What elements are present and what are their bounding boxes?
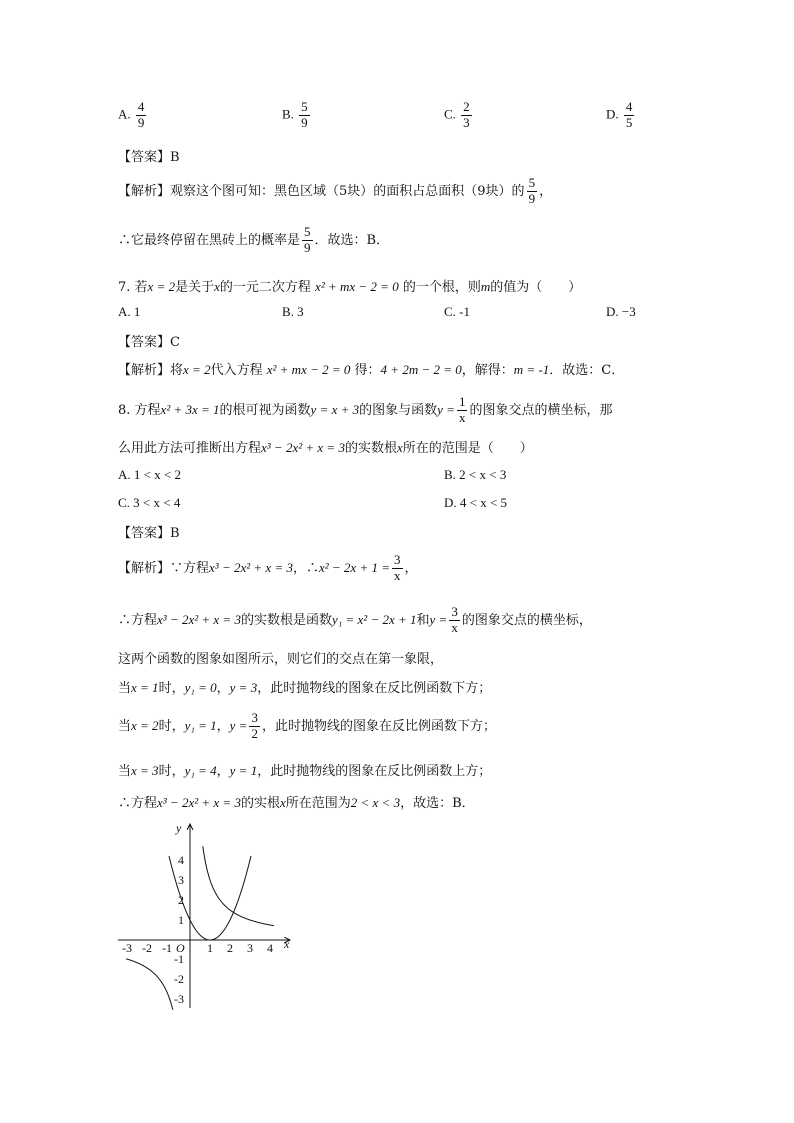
q6-analysis: 【解析】观察这个图可知：黑色区域（5块）的面积占总面积（9块）的 $\frac{5}{9}$ ， (118, 175, 553, 206)
q8-analysis-5-fraction: $\frac{3}{2}$ (251, 710, 258, 741)
q6-option-d-fraction: $\frac{4}{5}$ (625, 99, 633, 130)
q8-option-b: B. 2 < x < 3 (444, 467, 507, 482)
q6-conclusion: ∴它最终停留在黑砖上的概率是 $\frac{5}{9}$ ．故选：B． (118, 224, 390, 255)
y-tick-1: 1 (178, 913, 184, 927)
x-tick-1: 1 (207, 941, 213, 955)
y-tick-minus1: -1 (174, 952, 184, 966)
q8-analysis-5: 当x = 2时，y₁ = 1，y = $\frac{3}{2}$ ，此时抛物线的图象在反比例函数下方； (118, 710, 496, 741)
q6-option-b: B. $\frac{5}{9}$ (282, 99, 308, 130)
y-axis-label: y (176, 821, 182, 835)
y-tick-3: 3 (178, 873, 184, 887)
q6-option-c-fraction: $\frac{2}{3}$ (463, 99, 470, 130)
q8-answer: 【答案】B (118, 526, 180, 541)
x-axis-label: x (284, 937, 290, 951)
hyperbola-branch-third-quadrant (126, 959, 173, 1010)
q6-option-b-fraction: $\frac{5}{9}$ (301, 99, 308, 130)
q7-option-c: C. -1 (444, 304, 470, 319)
q7-analysis: 【解析】将x = 2代入方程 x² + mx − 2 = 0 得：4 + 2m − 2 = 0，解得：m = -1．故选：C． (118, 362, 625, 378)
q8-analysis-6: 当x = 3时，y₁ = 4，y = 1，此时抛物线的图象在反比例函数上方； (118, 763, 492, 779)
q8-analysis-2-fraction: $\frac{3}{x}$ (451, 604, 458, 635)
q8-analysis-3: 这两个函数的图象如图所示，则它们的交点在第一象限， (118, 652, 444, 667)
y-tick-4: 4 (178, 853, 184, 867)
q6-option-a-fraction: $\frac{4}{9}$ (137, 99, 145, 130)
q8-analysis-2: ∴方程x³ − 2x² + x = 3的实数根是函数y₁ = x² − 2x + 1和y = $\frac{3}{x}$ 的图象交点的横坐标， (118, 604, 592, 635)
q8-stem-line2: 么用此方法可推断出方程x³ − 2x² + x = 3的实数根x所在的范围是（ ） (118, 440, 533, 456)
function-graph (112, 818, 302, 1018)
q8-analysis-7: ∴方程x³ − 2x² + x = 3的实根x所在范围为2 < x < 3，故选：B． (118, 795, 475, 811)
x-tick-minus2: -2 (142, 941, 152, 955)
q8-analysis-4: 当x = 1时，y₁ = 0，y = 3，此时抛物线的图象在反比例函数下方； (118, 680, 492, 696)
q7-option-b: B. 3 (282, 304, 304, 319)
q8-stem-fraction: $\frac{1}{x}$ (458, 394, 466, 425)
x-tick-minus3: -3 (122, 941, 132, 955)
q6-answer: 【答案】B (118, 150, 180, 165)
y-tick-2: 2 (178, 893, 184, 907)
q7-option-a: A. 1 (118, 304, 141, 319)
q6-option-c: C. $\frac{2}{3}$ (444, 99, 470, 130)
q6-option-a: A. $\frac{4}{9}$ (118, 99, 145, 130)
q6-analysis-fraction: $\frac{5}{9}$ (528, 175, 536, 206)
q8-option-c: C. 3 < x < 4 (118, 495, 181, 510)
hyperbola-branch-first-quadrant (203, 846, 274, 925)
q7-answer: 【答案】C (118, 335, 180, 350)
y-tick-minus3: -3 (174, 992, 184, 1006)
q7-stem: 7. 若x = 2是关于x的一元二次方程 x² + mx − 2 = 0 的一个根，则m的值为（ ） (118, 279, 582, 295)
q6-conclusion-fraction: $\frac{5}{9}$ (304, 224, 311, 255)
x-tick-minus1: -1 (162, 941, 172, 955)
q8-analysis-1-fraction: $\frac{3}{x}$ (394, 552, 401, 583)
x-tick-4: 4 (267, 941, 273, 955)
q6-option-d: D. $\frac{4}{5}$ (606, 99, 633, 130)
parabola-curve (169, 856, 251, 940)
q8-analysis-1: 【解析】∵方程x³ − 2x² + x = 3，∴x² − 2x + 1 = $\frac{3}{x}$ ， (118, 552, 418, 583)
q8-option-a: A. 1 < x < 2 (118, 467, 182, 482)
q8-option-d: D. 4 < x < 5 (444, 495, 508, 510)
q8-stem-line1: 8. 方程x² + 3x = 1的根可视为函数y = x + 3的图象与函数y = $\frac{1}{x}$ 的图象交点的横坐标，那 (118, 394, 613, 425)
q7-option-d: D. −3 (606, 304, 636, 319)
x-tick-2: 2 (227, 941, 233, 955)
x-tick-3: 3 (247, 941, 253, 955)
origin-label: O (176, 941, 185, 955)
y-tick-minus2: -2 (174, 972, 184, 986)
